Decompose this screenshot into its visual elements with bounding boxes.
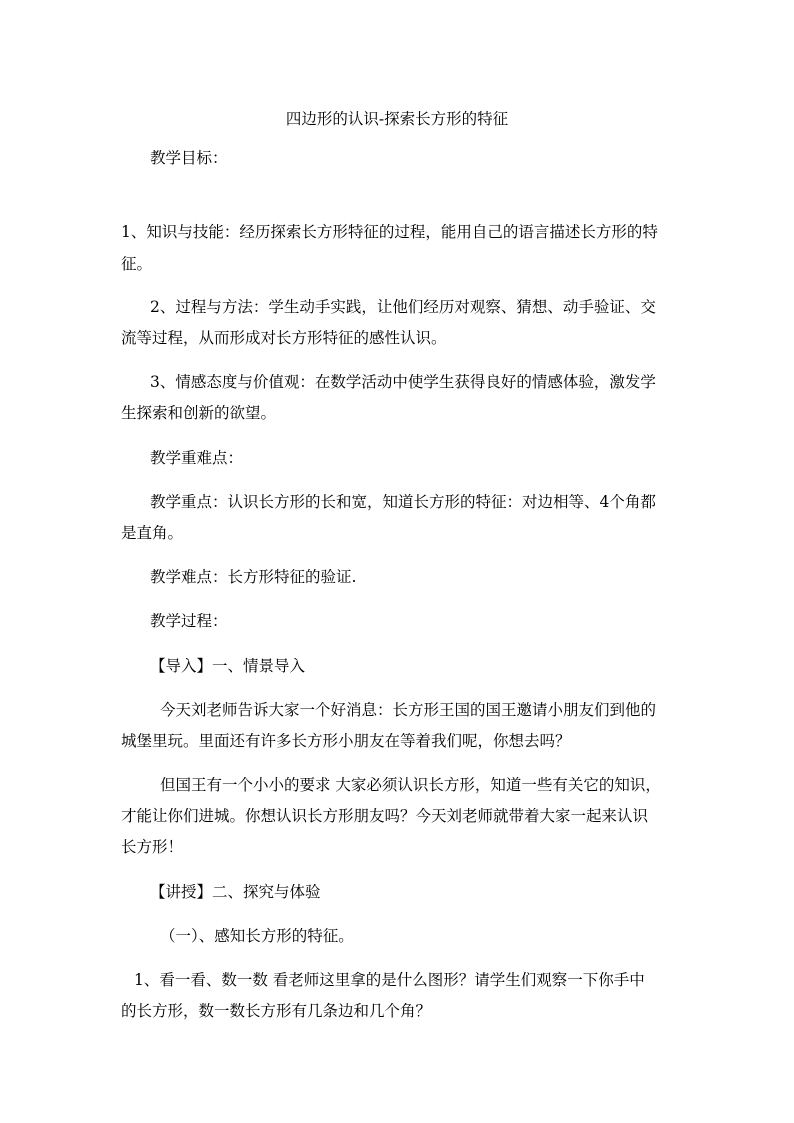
intro-paragraph-2-line-1: 但国王有一个小小的要求 大家必须认识长方形，知道一些有关它的知识，	[160, 776, 661, 794]
objective-1-line-1: 1、知识与技能：经历探索长方形特征的过程，能用自己的语言描述长方形的特	[121, 223, 658, 241]
process-heading: 教学过程：	[150, 612, 228, 630]
intro-paragraph-1-line-1: 今天刘老师告诉大家一个好消息：长方形王国的国王邀请小朋友们到他的	[160, 701, 657, 719]
step-1-line-1: 1、看一看、数一数 看老师这里拿的是什么图形？请学生们观察一下你手中	[134, 971, 645, 989]
intro-paragraph-2-line-3: 长方形！	[121, 838, 184, 856]
key-points-heading: 教学重难点：	[150, 449, 244, 467]
document-title: 四边形的认识-探索长方形的特征	[285, 110, 509, 128]
difficulty-line: 教学难点：长方形特征的验证.	[150, 568, 357, 586]
objective-3-line-2: 生探索和创新的欲望。	[121, 404, 277, 422]
intro-paragraph-2-line-2: 才能让你们进城。你想认识长方形朋友吗？今天刘老师就带着大家一起来认识	[121, 807, 649, 825]
sub-heading-1: （一）、感知长方形的特征。	[160, 927, 354, 945]
step-1-line-2: 的长方形，数一数长方形有几条边和几个角？	[121, 1002, 432, 1020]
intro-heading: 【导入】一、情景导入	[150, 657, 306, 675]
intro-paragraph-1-line-2: 城堡里玩。里面还有许多长方形小朋友在等着我们呢，你想去吗？	[121, 732, 571, 750]
objective-2-line-1: 2、过程与方法：学生动手实践，让他们经历对观察、猜想、动手验证、交	[150, 298, 656, 316]
objective-1-line-2: 征。	[121, 255, 153, 273]
objective-3-line-1: 3、情感态度与价值观：在数学活动中使学生获得良好的情感体验，激发学	[150, 373, 656, 391]
key-point-line-2: 是直角。	[121, 524, 184, 542]
key-point-line-1: 教学重点：认识长方形的长和宽，知道长方形的特征：对边相等、4个角都	[150, 493, 656, 511]
objective-2-line-2: 流等过程，从而形成对长方形特征的感性认识。	[121, 329, 447, 347]
objectives-heading: 教学目标：	[150, 149, 228, 167]
lecture-heading: 【讲授】二、探究与体验	[150, 883, 321, 901]
